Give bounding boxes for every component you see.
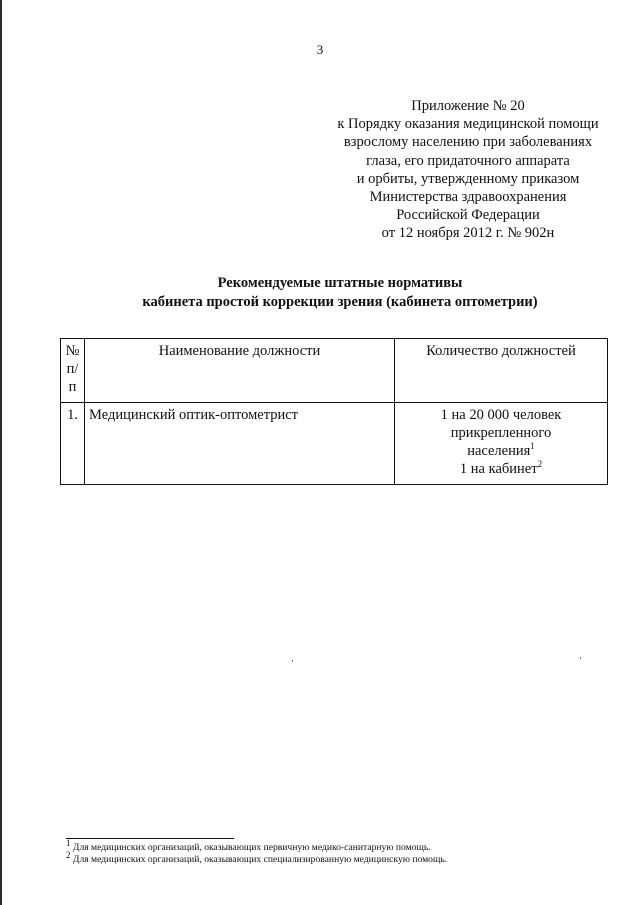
appendix-line: Российской Федерации (396, 207, 540, 224)
footnote-1 (66, 837, 447, 854)
header-number-symbol: № (65, 343, 80, 359)
header-number-abbr: п/п (66, 361, 79, 395)
page-number: 3 (316, 42, 324, 57)
quantity-text: 1 на кабинет (459, 461, 538, 477)
row-position-name: Медицинский оптик-оптометрист (85, 403, 395, 485)
footnote-text: Для медицинских организаций, оказывающих специализированную медицинскую помощь. (72, 854, 448, 865)
appendix-line: от 12 ноября 2012 г. № 902н (381, 225, 555, 242)
table-header-row (61, 339, 608, 403)
footnote-separator (66, 838, 234, 839)
footnotes (66, 837, 448, 866)
title-line-2: кабинета простой коррекции зрения (кабинета оптометрии) (142, 294, 538, 310)
footnote-text: Для медицинских организаций, оказывающих первичную медико-санитарную помощь. (72, 842, 431, 853)
quantity-line: прикрепленного (450, 425, 552, 441)
quantity-line (399, 460, 603, 478)
quantity-line: 1 на 20 000 человек (440, 407, 562, 423)
footnote-mark: 1 (66, 837, 71, 848)
document-title (60, 274, 620, 312)
page-border (0, 0, 2, 905)
title-line-1: Рекомендуемые штатные нормативы (217, 275, 463, 291)
scan-speck (580, 657, 581, 659)
staffing-table (60, 338, 608, 485)
footnote-mark: 2 (66, 849, 71, 860)
header-quantity: Количество должностей (395, 339, 608, 403)
quantity-text: населения (467, 443, 531, 459)
scan-speck (292, 660, 293, 662)
table-row (61, 403, 608, 485)
appendix-line: Приложение № 20 (411, 98, 525, 114)
row-quantity (395, 403, 608, 485)
appendix-line: к Порядку оказания медицинской помощи (337, 116, 599, 133)
header-position-name: Наименование должности (85, 339, 395, 403)
header-number (61, 339, 85, 403)
appendix-header (318, 97, 618, 243)
footnote-ref-1: 1 (530, 441, 535, 452)
footnote-2 (66, 849, 448, 866)
row-number: 1. (61, 403, 85, 485)
quantity-line (399, 442, 603, 460)
appendix-line: и орбиты, утвержденному приказом (356, 170, 580, 187)
appendix-line: взрослому населению при заболеваниях (343, 134, 593, 151)
appendix-line: Министерства здравоохранения (369, 189, 567, 206)
footnote-ref-2: 2 (537, 459, 543, 470)
appendix-line: глаза, его придаточного аппарата (366, 152, 570, 169)
